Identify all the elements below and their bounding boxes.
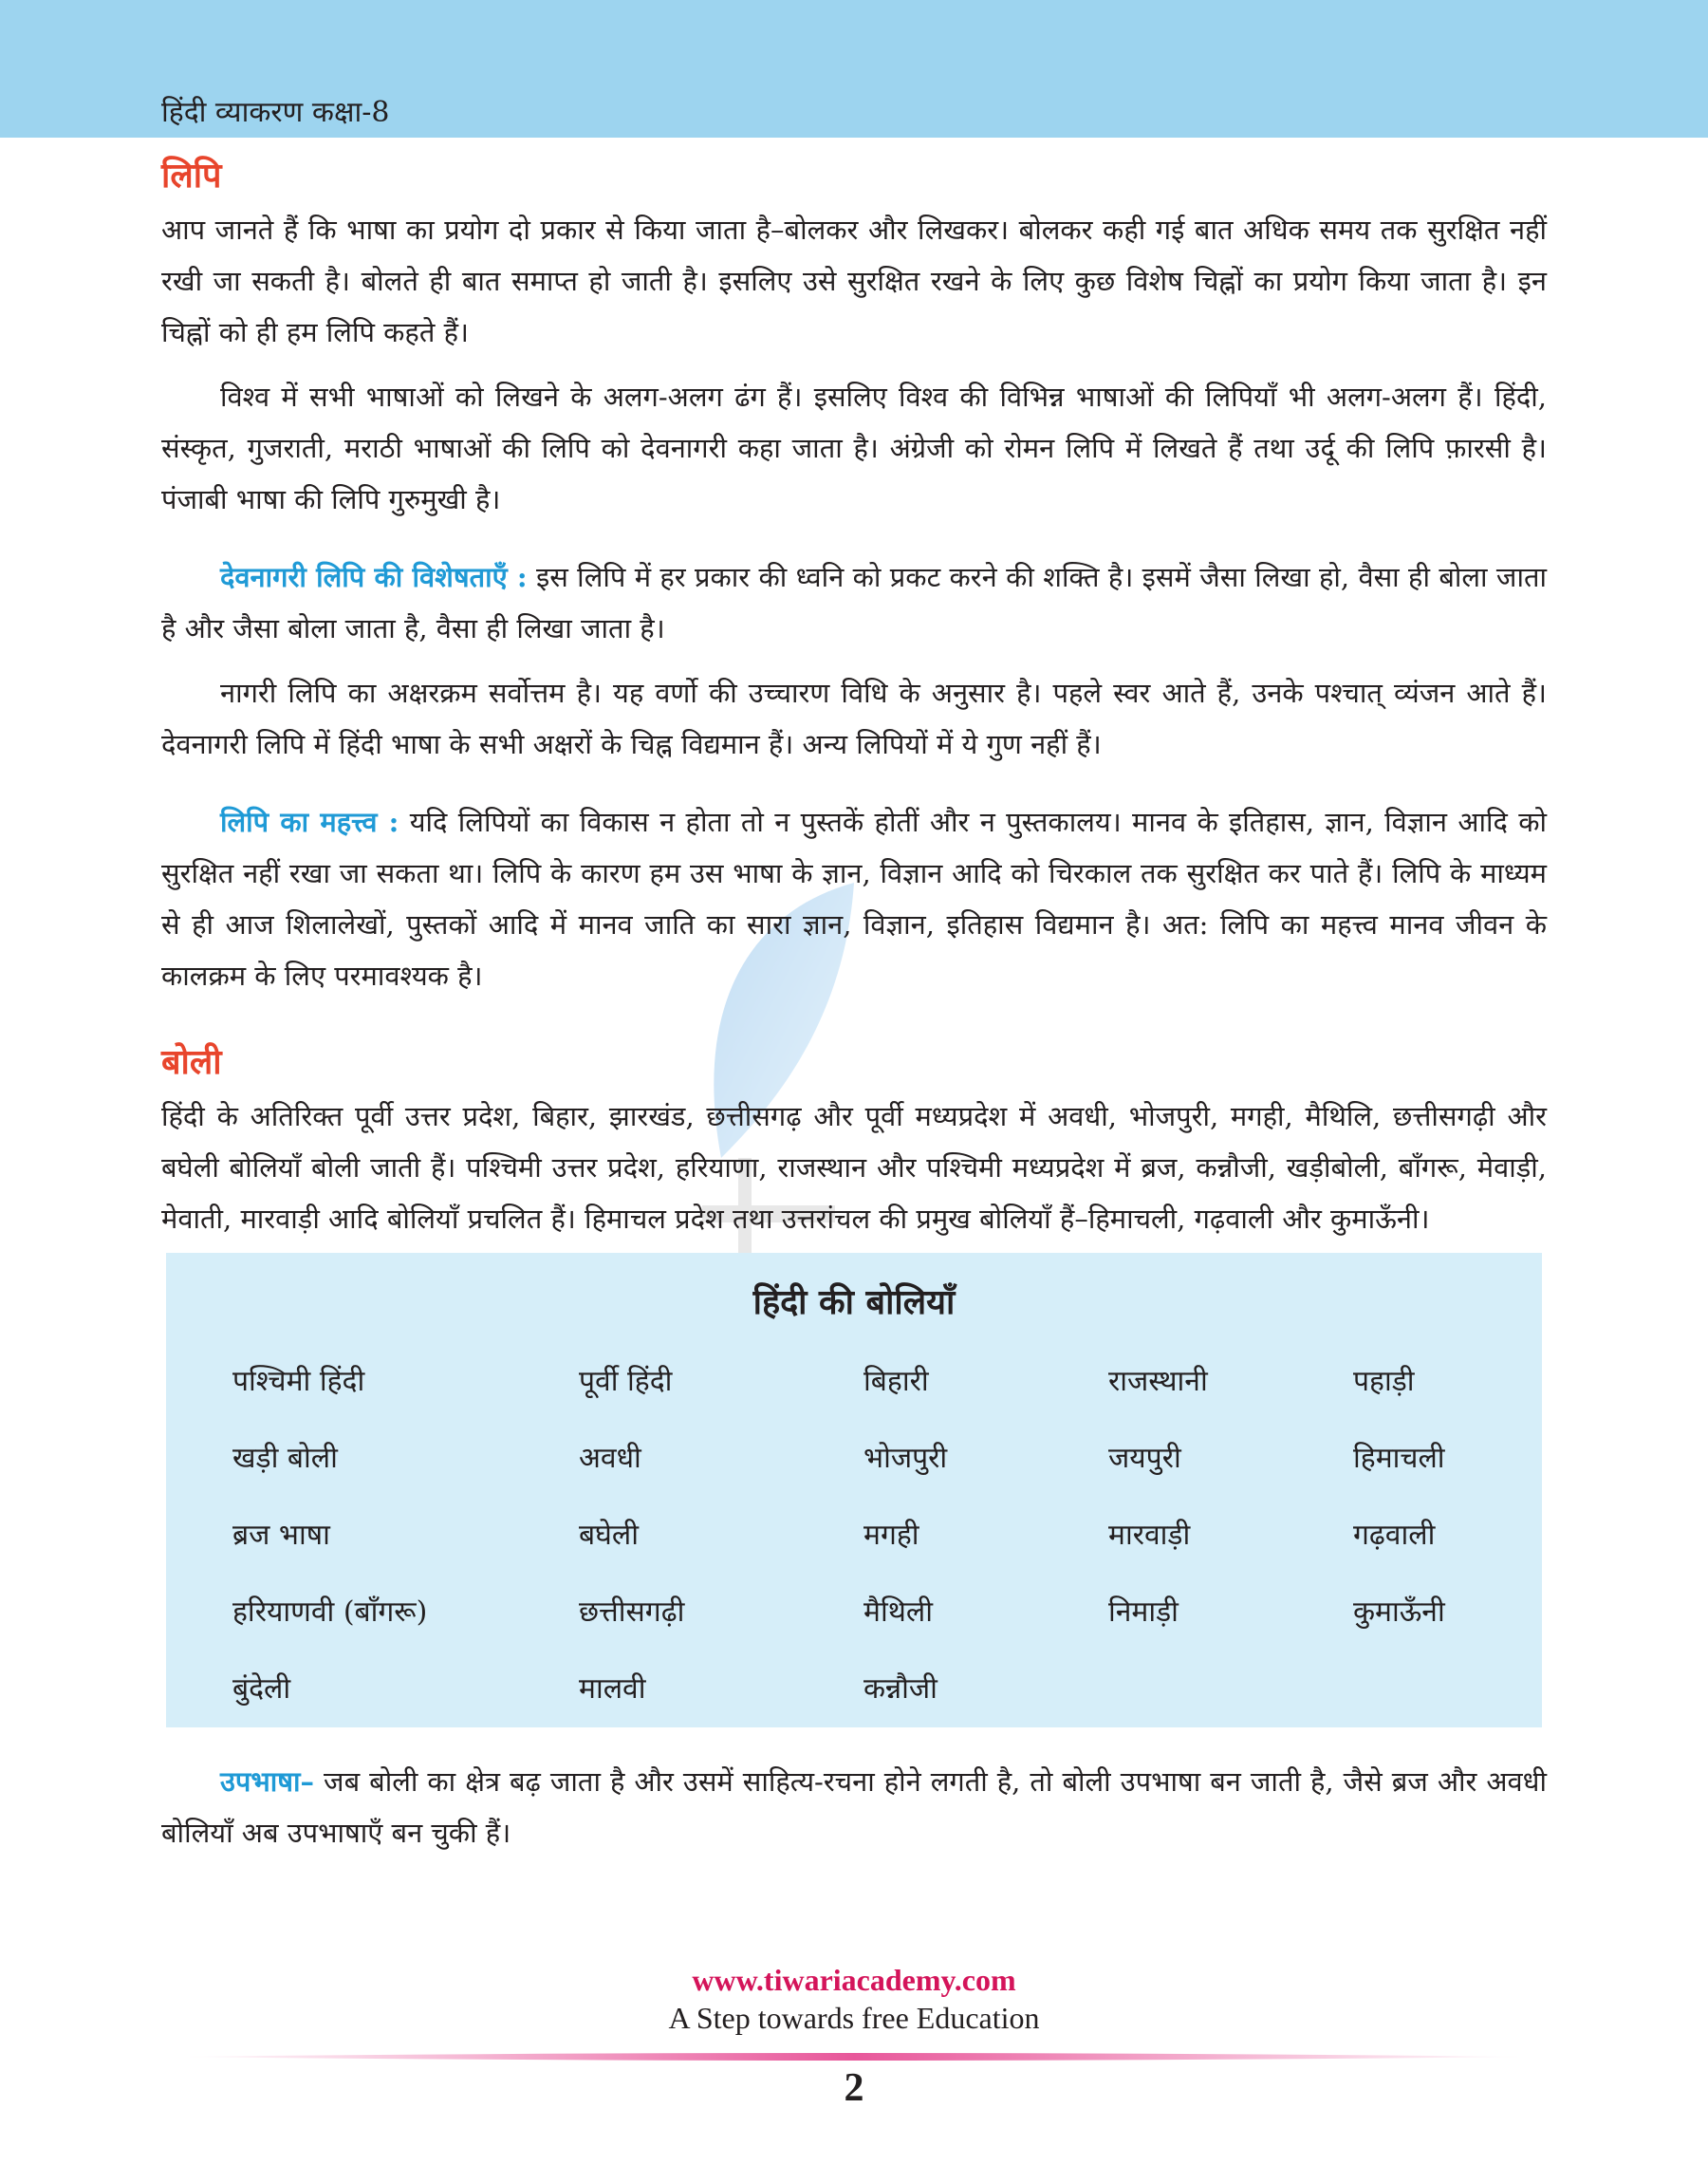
- devanagari-features-text: इस लिपि में हर प्रकार की ध्वनि को प्रकट करने की शक्ति है। इसमें जैसा लिखा हो, वैसा ही बोला जाता है और जैसा बोला जाता है, वैसा ही लिखा जाता है।: [161, 561, 1547, 644]
- devanagari-features-paragraph: [161, 551, 1547, 654]
- main-content: [161, 147, 1547, 1244]
- lipi-paragraph-3: नागरी लिपि का अक्षरक्रम सर्वोत्तम है। यह वर्णो की उच्चारण विधि के अनुसार है। पहले स्वर आते हैं, उनके पश्चात् व्यंजन आते हैं। देवनागरी लिपि में हिंदी भाषा के सभी अक्षरों के चिह्न विद्यमान हैं। अन्य लिपियों में ये गुण नहीं हैं।: [161, 677, 1547, 760]
- footer-tagline: A Step towards free Education: [668, 2001, 1040, 2035]
- dialect-cell: मारवाड़ी: [1108, 1519, 1191, 1552]
- dialect-cell: पहाड़ी: [1353, 1365, 1415, 1398]
- dialect-cell: खड़ी बोली: [232, 1442, 338, 1475]
- dialect-table: [232, 1362, 1523, 1746]
- dialect-cell: निमाड़ी: [1108, 1595, 1179, 1629]
- devanagari-features-term: देवनागरी लिपि की विशेषताएँ :: [220, 561, 528, 593]
- dialect-cell: मैथिली: [863, 1595, 933, 1629]
- footer-divider: [180, 2052, 1528, 2062]
- dialect-cell: कुमाऊँनी: [1353, 1595, 1445, 1629]
- lipi-importance-paragraph: [161, 796, 1547, 1001]
- section-heading-lipi: लिपि: [161, 156, 222, 196]
- dialect-cell: मालवी: [579, 1672, 646, 1706]
- dialect-cell: [1353, 1670, 1523, 1746]
- footer-url-link[interactable]: www.tiwariacademy.com: [692, 1963, 1016, 1997]
- book-title: हिंदी व्याकरण कक्षा-8: [161, 96, 390, 129]
- lipi-importance-text: यदि लिपियों का विकास न होता तो न पुस्तकें होतीं और न पुस्तकालय। मानव के इतिहास, ज्ञान, विज्ञान आदि को सुरक्षित नहीं रखा जा सकता था। लिपि के कारण हम उस भाषा के ज्ञान, विज्ञान आदि को चिरकाल तक सुरक्षित कर पाते हैं। लिपि के माध्यम से ही आज शिलालेखों, पुस्तकों आदि में मानव जाति का सारा ज्ञान, विज्ञान, इतिहास विद्यमान है। अत: लिपि का महत्त्व मानव जीवन के कालक्रम के लिए परमावश्यक है।: [161, 806, 1548, 992]
- dialect-cell: छत्तीसगढ़ी: [579, 1595, 685, 1629]
- page-number: 2: [844, 2066, 864, 2110]
- dialect-cell: गढ़वाली: [1353, 1519, 1436, 1552]
- dialect-cell: [1108, 1670, 1353, 1746]
- dialect-cell: ब्रज भाषा: [232, 1519, 330, 1552]
- dialect-cell: हरियाणवी (बाँगरू): [232, 1595, 428, 1629]
- dialect-cell: हिमाचली: [1353, 1442, 1445, 1475]
- dialect-cell: पूर्वी हिंदी: [579, 1365, 673, 1398]
- upabhasha-term: उपभाषा–: [220, 1765, 315, 1798]
- dialect-cell: भोजपुरी: [863, 1442, 948, 1475]
- dialect-cell: पश्चिमी हिंदी: [232, 1365, 365, 1398]
- upabhasha-text: जब बोली का क्षेत्र बढ़ जाता है और उसमें साहित्य-रचना होने लगती है, तो बोली उपभाषा बन जाती है, जैसे ब्रज और अवधी बोलियाँ अब उपभाषाएँ बन चुकी हैं।: [161, 1765, 1547, 1849]
- dialect-table-box: [166, 1253, 1542, 1727]
- lipi-paragraph-1: आप जानते हैं कि भाषा का प्रयोग दो प्रकार से किया जाता है–बोलकर और लिखकर। बोलकर कही गई बात अधिक समय तक सुरक्षित नहीं रखी जा सकती है। बोलते ही बात समाप्त हो जाती है। इसलिए उसे सुरक्षित रखने के लिए कुछ विशेष चिह्नों का प्रयोग किया जाता है। इन चिह्नों को ही हम लिपि कहते हैं।: [161, 214, 1547, 348]
- dialect-cell: बुंदेली: [232, 1672, 291, 1706]
- dialect-table-title: हिंदी की बोलियाँ: [752, 1282, 956, 1322]
- dialect-cell: जयपुरी: [1108, 1442, 1181, 1475]
- lipi-paragraph-2: विश्व में सभी भाषाओं को लिखने के अलग-अलग ढंग हैं। इसलिए विश्व की विभिन्न भाषाओं की लिपियाँ भी अलग-अलग हैं। हिंदी, संस्कृत, गुजराती, मराठी भाषाओं की लिपि को देवनागरी कहा जाता है। अंग्रेजी को रोमन लिपि में लिखते हैं तथा उर्दू की लिपि फ़ारसी है। पंजाबी भाषा की लिपि गुरुमुखी है।: [161, 381, 1547, 515]
- dialect-cell: राजस्थानी: [1108, 1365, 1208, 1398]
- boli-paragraph: हिंदी के अतिरिक्त पूर्वी उत्तर प्रदेश, बिहार, झारखंड, छत्तीसगढ़ और पूर्वी मध्यप्रदेश में अवधी, भोजपुरी, मगही, मैथिलि, छत्तीसगढ़ी और बघेली बोलियाँ बोली जाती हैं। पश्चिमी उत्तर प्रदेश, हरियाणा, राजस्थान और पश्चिमी मध्यप्रदेश में ब्रज, कन्नौजी, खड़ीबोली, बाँगरू, मेवाड़ी, मेवाती, मारवाड़ी आदि बोलियाँ प्रचलित हैं। हिमाचल प्रदेश तथा उत्तरांचल की प्रमुख बोलियाँ हैं–हिमाचली, गढ़वाली और कुमाऊँनी।: [161, 1100, 1547, 1235]
- upabhasha-paragraph: [161, 1756, 1547, 1858]
- dialect-cell: मगही: [863, 1519, 919, 1552]
- dialect-cell: अवधी: [579, 1442, 641, 1475]
- dialect-cell: बघेली: [579, 1519, 639, 1552]
- section-heading-boli: बोली: [161, 1042, 222, 1082]
- dialect-cell: बिहारी: [863, 1365, 929, 1398]
- dialect-cell: कन्नौजी: [863, 1672, 938, 1706]
- lipi-importance-term: लिपि का महत्त्व :: [220, 806, 399, 838]
